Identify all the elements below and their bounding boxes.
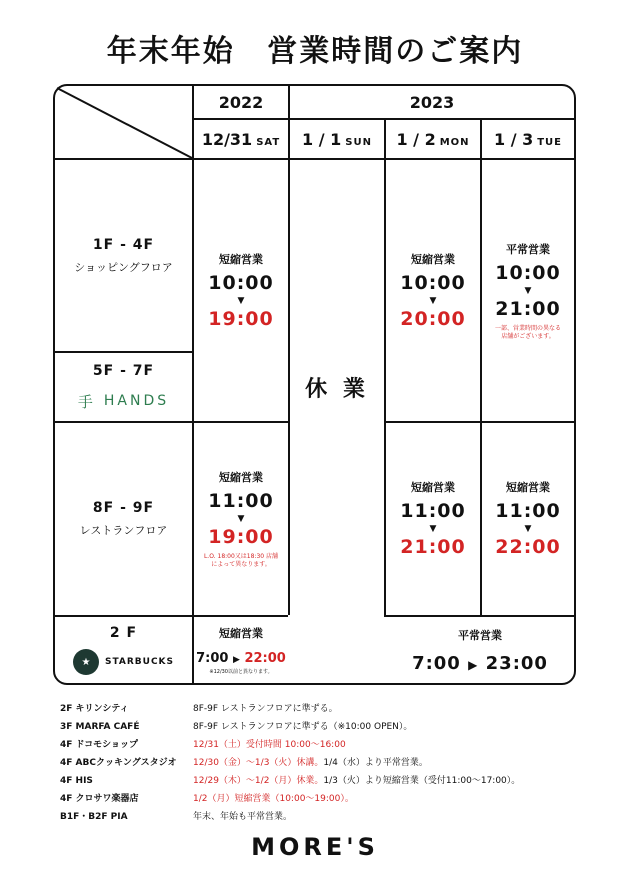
hours-shop-0103 [482, 160, 574, 421]
shop-info-rest: 1/4（水）より平常営業。 [323, 758, 428, 768]
shop-name: 3F MARFA CAFÉ [60, 722, 140, 732]
open-time: 10:00 [495, 261, 561, 284]
hands-icon: 手 [77, 392, 96, 411]
year-2023 [290, 86, 574, 118]
shop-name: 4F ドコモショップ [60, 740, 139, 750]
shop-row [60, 754, 580, 772]
dow-label: SAT [256, 136, 281, 148]
closed-0101 [290, 160, 384, 615]
shop-name: B1F・B2F PIA [60, 812, 128, 822]
arrow-down-icon: ▼ [237, 295, 245, 306]
status-label: 短縮営業 [411, 481, 455, 494]
shop-info-rest: 1/3（火）より短縮営業（受付11:00～17:00）。 [323, 776, 521, 786]
shop-name: 4F HIS [60, 776, 93, 786]
time-range [196, 651, 286, 666]
arrow-down-icon: ▼ [429, 295, 437, 306]
shop-info: 1/2（月）短縮営業（10:00～19:00）。 [193, 794, 354, 804]
hands-logo-text: HANDS [103, 393, 170, 409]
close-time: 21:00 [400, 536, 466, 558]
arrow-down-icon: ▼ [429, 524, 437, 534]
date-label: 1 / 3 [493, 129, 534, 149]
status-label: 短縮営業 [219, 252, 263, 266]
floor-label: 8F - 9F [92, 500, 155, 516]
title-part1: 年末年始 [106, 34, 235, 69]
floor-name: ショッピングフロア [74, 260, 173, 274]
floor-hands [55, 353, 192, 421]
close-time: 19:00 [208, 526, 274, 548]
page-title [0, 26, 630, 70]
close-time: 19:00 [208, 307, 274, 330]
shop-name: 4F ABCクッキングスタジオ [60, 758, 177, 768]
starbucks-logo-text: STARBUCKS [104, 657, 175, 667]
year-2023-label: 2023 [409, 92, 455, 112]
close-time: 21:00 [495, 297, 561, 320]
date-0103 [482, 120, 574, 158]
shop-row [60, 772, 580, 790]
note-text: L.O. 18:00又は18:30 店舗によって異なります。 [203, 553, 279, 568]
note-text: ※12/30以前と異なります。 [209, 669, 273, 675]
year-2022 [194, 86, 288, 118]
date-0101 [290, 120, 384, 158]
floor-starbucks [55, 617, 192, 683]
closed-label: 休 業 [305, 377, 369, 402]
hours-sb-1231 [194, 617, 288, 683]
close-time: 22:00 [495, 536, 561, 558]
time-range [412, 653, 548, 674]
arrow-right-icon: ▶ [468, 657, 479, 672]
open-time: 10:00 [400, 271, 466, 294]
header-diagonal [55, 86, 195, 160]
note-text: 一部、営業時間の異なる店舗がございます。 [495, 324, 562, 340]
starbucks-logo [73, 649, 174, 675]
floor-restaurant [55, 423, 192, 615]
shop-row [60, 736, 580, 754]
hours-shop-0102 [386, 160, 480, 421]
close-time: 22:00 [244, 651, 286, 666]
close-time: 20:00 [400, 307, 466, 330]
hours-rest-0103 [482, 423, 574, 615]
shop-name: 4F クロサワ楽器店 [60, 794, 139, 804]
open-time: 10:00 [208, 271, 274, 294]
status-label: 短縮営業 [411, 252, 455, 266]
floor-label: 1F - 4F [92, 236, 155, 253]
arrow-down-icon: ▼ [524, 285, 532, 296]
shop-row [60, 808, 580, 826]
status-label: 短縮営業 [219, 471, 263, 484]
floor-label: 2 F [109, 625, 138, 641]
dow-label: TUE [537, 136, 563, 148]
date-label: 12/31 [201, 129, 253, 149]
year-2022-label: 2022 [218, 92, 264, 112]
shop-notes [60, 700, 580, 826]
date-label: 1 / 1 [302, 129, 342, 149]
close-time: 23:00 [485, 652, 548, 674]
shop-info: 12/31（土）受付時間 10:00～16:00 [193, 740, 346, 750]
hours-shop-1231 [194, 160, 288, 421]
shop-name: 2F キリンシティ [60, 704, 129, 714]
shop-info-highlight: 12/29（木）～1/2（月）休業。 [193, 776, 324, 786]
shop-info: 年末、年始も平常営業。 [193, 812, 293, 822]
open-time: 11:00 [208, 490, 274, 512]
date-1231 [194, 120, 288, 158]
arrow-down-icon: ▼ [524, 524, 532, 534]
open-time: 7:00 [412, 652, 461, 674]
hours-sb-0102 [386, 617, 574, 683]
date-label: 1 / 2 [396, 129, 436, 149]
arrow-down-icon: ▼ [237, 514, 245, 524]
shop-row [60, 790, 580, 808]
title-part2: 営業時間のご案内 [267, 34, 524, 69]
hands-logo [78, 391, 169, 412]
shop-info: 8F-9F レストランフロアに準ずる（※10:00 OPEN）。 [193, 722, 413, 732]
floor-label: 5F - 7F [92, 362, 155, 379]
starbucks-icon: ★ [73, 649, 99, 675]
hours-rest-1231 [194, 423, 288, 615]
floor-shopping [55, 160, 192, 351]
status-label: 平常営業 [506, 242, 550, 256]
shop-info [193, 754, 428, 772]
shop-info-highlight: 12/30（金）～1/3（火）休講。 [193, 758, 324, 768]
shop-info: 8F-9F レストランフロアに準ずる。 [193, 704, 338, 714]
arrow-right-icon: ▶ [233, 655, 240, 665]
open-time: 11:00 [495, 500, 561, 522]
hours-table [53, 84, 576, 685]
open-time: 7:00 [196, 651, 229, 666]
dow-label: MON [439, 136, 470, 148]
shop-info [193, 772, 520, 790]
floor-name: レストランフロア [79, 524, 168, 537]
open-time: 11:00 [400, 500, 466, 522]
mores-logo: MORE'S [251, 833, 379, 861]
dow-label: SUN [345, 136, 372, 148]
status-label: 平常営業 [458, 628, 502, 642]
date-0102 [386, 120, 480, 158]
shop-row [60, 700, 580, 718]
status-label: 短縮営業 [219, 627, 263, 640]
shop-row [60, 718, 580, 736]
status-label: 短縮営業 [506, 481, 550, 494]
hours-rest-0102 [386, 423, 480, 615]
